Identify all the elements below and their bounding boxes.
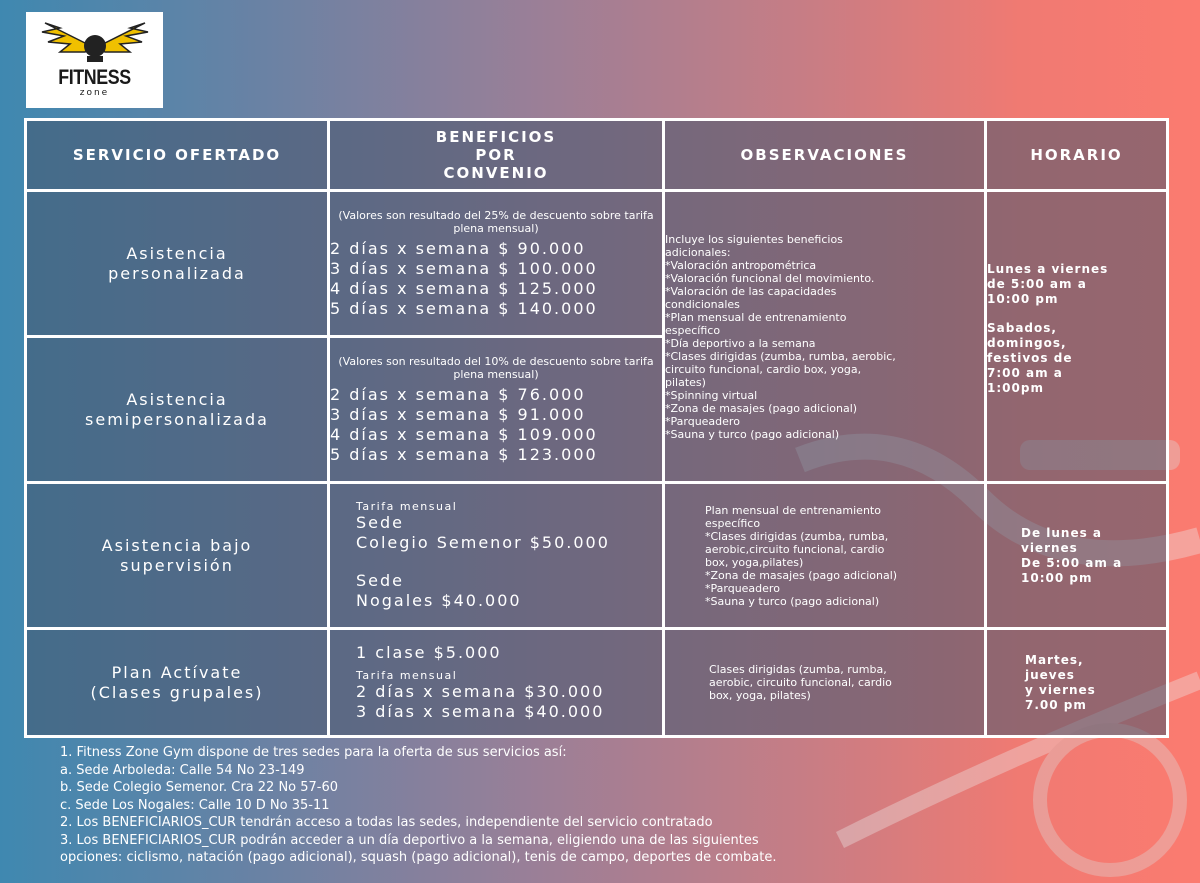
obs-line: box, yoga, pilates) [709, 689, 811, 702]
header-beneficios [329, 120, 664, 191]
footer-line: a. Sede Arboleda: Calle 54 No 23-149 [60, 762, 305, 778]
obs-line: *Clases dirigidas (zumba, rumba, [705, 529, 889, 543]
benefits-cell [329, 337, 664, 483]
discount-note: (Valores son resultado del 10% de descuento sobre tarifa plena mensual) [338, 354, 654, 381]
price-line: 5 días x semana $ 140.000 [330, 298, 598, 318]
obs-line: *Plan mensual de entrenamiento [665, 310, 847, 324]
schedule-line: Lunes a viernes [987, 262, 1109, 276]
table-row [26, 483, 1168, 629]
schedule-line: 7:00 am a [987, 366, 1063, 380]
service-name-line: Asistencia [126, 389, 228, 409]
obs-line: *Parqueadero [705, 581, 780, 595]
service-name-line: supervisión [120, 555, 234, 575]
table-row [26, 629, 1168, 737]
obs-line: circuito funcional, cardio box, yoga, [665, 362, 862, 376]
schedule-line: y viernes [1025, 682, 1096, 697]
schedule-line: 10:00 pm [987, 292, 1059, 306]
obs-line: *Parqueadero [665, 414, 740, 428]
price-line: Sede [356, 571, 404, 590]
obs-line: Incluye los siguientes beneficios [665, 232, 843, 246]
winged-fist-icon [40, 18, 150, 66]
table-header-row [26, 120, 1168, 191]
footer-line: 2. Los BENEFICIARIOS_CUR tendrán acceso a todas las sedes, independiente del servicio contratado [60, 815, 713, 830]
obs-line: *Valoración de las capacidades [665, 284, 837, 298]
footer-line: b. Sede Colegio Semenor. Cra 22 No 57-60 [60, 780, 339, 795]
obs-line: aerobic,circuito funcional, cardio [705, 542, 885, 556]
header-servicio: SERVICIO OFERTADO [26, 120, 329, 191]
schedule-line: 7.00 pm [1025, 697, 1087, 712]
footer-notes [60, 744, 960, 867]
service-name-line: Plan Actívate [111, 662, 243, 682]
obs-line: específico [705, 516, 761, 530]
price-line: 2 días x semana $ 90.000 [330, 238, 586, 258]
schedule-line: De lunes a [1021, 525, 1103, 540]
obs-line: aerobic, circuito funcional, cardio [709, 676, 892, 689]
obs-line: adicionales: [665, 245, 731, 259]
header-beneficios-line: BENEFICIOS [435, 128, 557, 146]
schedule-line: domingos, [987, 336, 1067, 350]
obs-line: *Sauna y turco (pago adicional) [665, 427, 840, 441]
obs-line: *Clases dirigidas (zumba, rumba, aerobic, [665, 349, 896, 363]
schedule-line: jueves [1025, 667, 1075, 682]
price-line: Colegio Semenor $50.000 [356, 533, 610, 552]
obs-line: *Valoración antropométrica [665, 258, 817, 272]
observations-cell [664, 191, 986, 483]
benefits-cell [329, 483, 664, 629]
schedule-line: Sabados, [987, 321, 1057, 335]
footer-line: 1. Fitness Zone Gym dispone de tres sedes para la oferta de sus servicios así: [60, 745, 567, 760]
obs-line: Plan mensual de entrenamiento [705, 503, 881, 517]
obs-line: *Spinning virtual [665, 388, 758, 402]
schedule-line: viernes [1021, 540, 1078, 555]
schedule-line: de 5:00 am a [987, 277, 1087, 291]
service-name-line: personalizada [108, 263, 246, 283]
service-cell [26, 629, 329, 737]
schedule-cell [986, 191, 1168, 483]
tarifa-label: Tarifa mensual [356, 669, 458, 682]
obs-line: box, yoga,pilates) [705, 555, 804, 569]
header-horario: HORARIO [986, 120, 1168, 191]
price-line: 2 días x semana $ 76.000 [330, 384, 586, 404]
obs-line: *Zona de masajes (pago adicional) [705, 568, 898, 582]
schedule-line: 1:00pm [987, 381, 1044, 395]
schedule-line: festivos de [987, 351, 1073, 365]
schedule-line: Martes, [1025, 652, 1084, 667]
logo-sub-text: zone [79, 88, 110, 98]
services-table [24, 118, 1169, 738]
price-line: 3 días x semana $40.000 [356, 702, 605, 721]
header-beneficios-line: POR [475, 146, 517, 164]
benefits-cell [329, 191, 664, 337]
service-name-line: Asistencia [126, 243, 228, 263]
price-line: Sede [356, 513, 404, 532]
price-line: 3 días x semana $ 100.000 [330, 258, 598, 278]
obs-line: *Sauna y turco (pago adicional) [705, 594, 880, 608]
schedule-cell [986, 629, 1168, 737]
discount-note: (Valores son resultado del 25% de descuento sobre tarifa plena mensual) [338, 208, 654, 235]
price-line: 4 días x semana $ 125.000 [330, 278, 598, 298]
obs-line: *Zona de masajes (pago adicional) [665, 401, 858, 415]
price-line: 5 días x semana $ 123.000 [330, 444, 598, 464]
obs-line: *Valoración funcional del movimiento. [665, 271, 875, 285]
schedule-line: De 5:00 am a [1021, 555, 1123, 570]
tarifa-label: Tarifa mensual [356, 500, 458, 513]
service-name-line: (Clases grupales) [90, 682, 264, 702]
footer-line: opciones: ciclismo, natación (pago adicional), squash (pago adicional), tenis de campo, deportes de combate. [60, 850, 777, 865]
schedule-line: 10:00 pm [1021, 570, 1093, 585]
obs-line: condicionales [665, 297, 740, 311]
price-line: Nogales $40.000 [356, 591, 522, 610]
table-row [26, 191, 1168, 337]
footer-line: c. Sede Los Nogales: Calle 10 D No 35-11 [60, 797, 330, 813]
obs-line: *Día deportivo a la semana [665, 336, 816, 350]
header-beneficios-line: CONVENIO [443, 164, 549, 182]
obs-line: Clases dirigidas (zumba, rumba, [709, 663, 887, 676]
observations-cell [664, 483, 986, 629]
price-line: 2 días x semana $30.000 [356, 682, 605, 701]
price-line: 1 clase $5.000 [356, 643, 502, 662]
obs-line: pilates) [665, 375, 706, 389]
header-observaciones: OBSERVACIONES [664, 120, 986, 191]
service-cell [26, 191, 329, 337]
logo-brand-text: FITNESS [58, 66, 131, 89]
schedule-cell [986, 483, 1168, 629]
fitness-zone-logo [26, 12, 163, 108]
obs-line: específico [665, 323, 721, 337]
benefits-cell [329, 629, 664, 737]
service-cell [26, 483, 329, 629]
service-cell [26, 337, 329, 483]
service-name-line: Asistencia bajo [101, 535, 253, 555]
observations-cell [664, 629, 986, 737]
service-name-line: semipersonalizada [85, 409, 269, 429]
footer-line: 3. Los BENEFICIARIOS_CUR podrán acceder a un día deportivo a la semana, eligiendo una de las siguientes [60, 832, 759, 848]
price-line: 4 días x semana $ 109.000 [330, 424, 598, 444]
price-line: 3 días x semana $ 91.000 [330, 404, 586, 424]
